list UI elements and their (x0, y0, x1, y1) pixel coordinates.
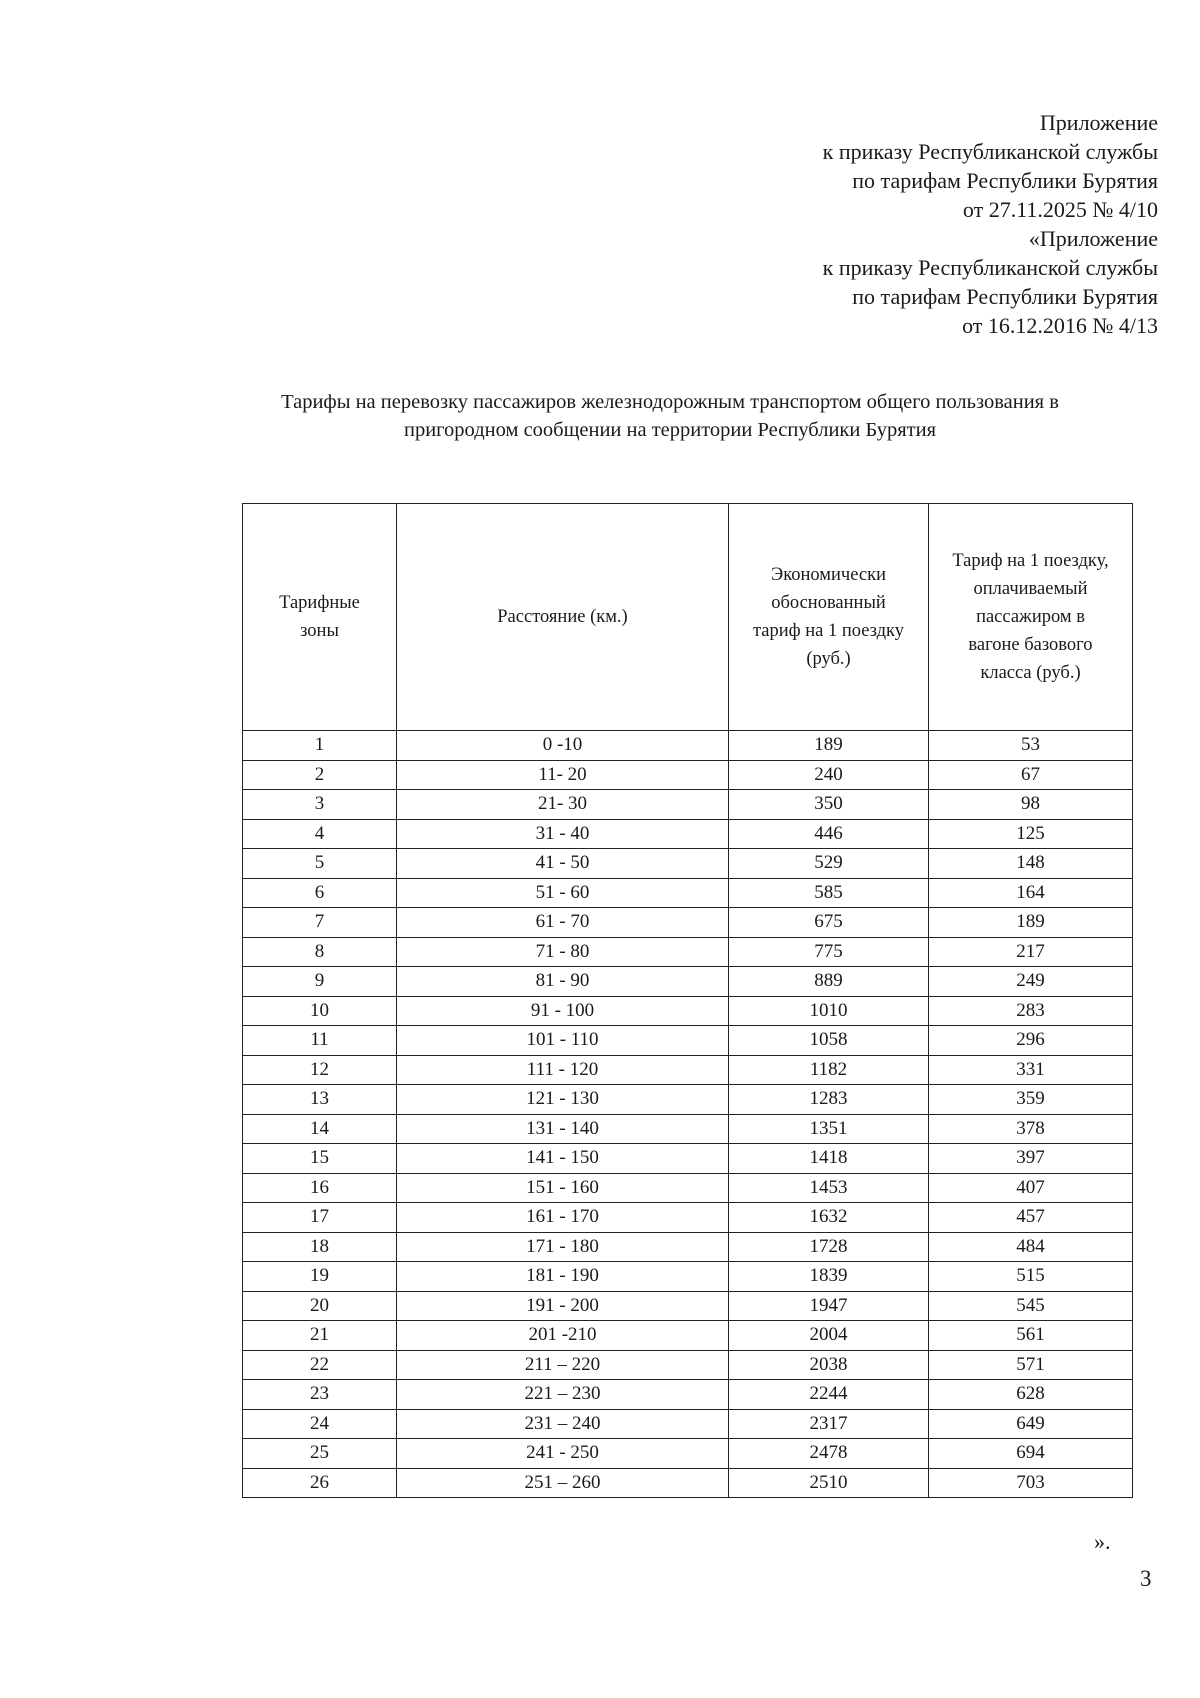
cell-economic: 1453 (729, 1173, 929, 1203)
cell-fare: 359 (929, 1085, 1133, 1115)
cell-fare: 98 (929, 790, 1133, 820)
header-line: от 27.11.2025 № 4/10 (962, 197, 1158, 222)
cell-distance: 0 -10 (397, 731, 729, 761)
table-row (243, 731, 1133, 761)
cell-fare: 296 (929, 1026, 1133, 1056)
cell-zone: 9 (243, 967, 397, 997)
cell-zone: 21 (243, 1321, 397, 1351)
title-line-1: Тарифы на перевозку пассажиров железнодорожным транспортом общего пользования в (281, 391, 1059, 413)
cell-zone: 10 (243, 996, 397, 1026)
cell-fare: 571 (929, 1350, 1133, 1380)
cell-fare: 283 (929, 996, 1133, 1026)
cell-distance: 201 -210 (397, 1321, 729, 1351)
cell-fare: 561 (929, 1321, 1133, 1351)
cell-distance: 121 - 130 (397, 1085, 729, 1115)
cell-economic: 1947 (729, 1291, 929, 1321)
cell-distance: 81 - 90 (397, 967, 729, 997)
cell-zone: 26 (243, 1468, 397, 1498)
header-economic-tariff: Экономически обоснованный тариф на 1 поездку (руб.) (729, 504, 929, 731)
table-row (243, 1291, 1133, 1321)
header-line: Приложение (1039, 110, 1158, 135)
table-row (243, 1409, 1133, 1439)
cell-distance: 51 - 60 (397, 878, 729, 908)
tariff-table (242, 503, 1133, 1498)
cell-distance: 211 – 220 (397, 1350, 729, 1380)
cell-economic: 1632 (729, 1203, 929, 1233)
cell-zone: 5 (243, 849, 397, 879)
cell-zone: 19 (243, 1262, 397, 1292)
cell-fare: 249 (929, 967, 1133, 997)
header-line: по тарифам Республики Бурятия (852, 168, 1158, 193)
table-body (243, 731, 1133, 1498)
cell-distance: 21- 30 (397, 790, 729, 820)
cell-economic: 1351 (729, 1114, 929, 1144)
cell-distance: 131 - 140 (397, 1114, 729, 1144)
page-number: 3 (1140, 1566, 1152, 1591)
cell-fare: 515 (929, 1262, 1133, 1292)
cell-economic: 240 (729, 760, 929, 790)
cell-distance: 241 - 250 (397, 1439, 729, 1469)
cell-economic: 1728 (729, 1232, 929, 1262)
table-row (243, 937, 1133, 967)
cell-zone: 7 (243, 908, 397, 938)
cell-fare: 125 (929, 819, 1133, 849)
cell-fare: 397 (929, 1144, 1133, 1174)
table-row (243, 790, 1133, 820)
cell-zone: 24 (243, 1409, 397, 1439)
cell-distance: 71 - 80 (397, 937, 729, 967)
cell-zone: 16 (243, 1173, 397, 1203)
cell-distance: 31 - 40 (397, 819, 729, 849)
cell-distance: 61 - 70 (397, 908, 729, 938)
cell-zone: 11 (243, 1026, 397, 1056)
cell-zone: 23 (243, 1380, 397, 1410)
cell-fare: 694 (929, 1439, 1133, 1469)
cell-distance: 171 - 180 (397, 1232, 729, 1262)
table-row (243, 1380, 1133, 1410)
table-row (243, 1055, 1133, 1085)
cell-zone: 14 (243, 1114, 397, 1144)
cell-economic: 1010 (729, 996, 929, 1026)
table-row (243, 1262, 1133, 1292)
table-row (243, 908, 1133, 938)
cell-fare: 545 (929, 1291, 1133, 1321)
table-row (243, 1144, 1133, 1174)
cell-zone: 4 (243, 819, 397, 849)
cell-zone: 20 (243, 1291, 397, 1321)
cell-distance: 181 - 190 (397, 1262, 729, 1292)
table-row (243, 996, 1133, 1026)
cell-distance: 141 - 150 (397, 1144, 729, 1174)
table-row (243, 1085, 1133, 1115)
cell-fare: 703 (929, 1468, 1133, 1498)
cell-economic: 585 (729, 878, 929, 908)
table-row (243, 1321, 1133, 1351)
header-line: «Приложение (1028, 226, 1158, 251)
cell-zone: 15 (243, 1144, 397, 1174)
cell-economic: 2038 (729, 1350, 929, 1380)
cell-fare: 407 (929, 1173, 1133, 1203)
table-row (243, 1350, 1133, 1380)
cell-economic: 1283 (729, 1085, 929, 1115)
table-row (243, 1173, 1133, 1203)
cell-economic: 775 (729, 937, 929, 967)
cell-economic: 2510 (729, 1468, 929, 1498)
cell-economic: 446 (729, 819, 929, 849)
cell-fare: 378 (929, 1114, 1133, 1144)
cell-fare: 217 (929, 937, 1133, 967)
cell-distance: 251 – 260 (397, 1468, 729, 1498)
table-row (243, 849, 1133, 879)
title-line-2: пригородном сообщении на территории Республики Бурятия (403, 419, 937, 441)
cell-zone: 22 (243, 1350, 397, 1380)
appendix-header (598, 108, 1158, 340)
header-zone: Тарифные зоны (243, 504, 397, 731)
cell-distance: 191 - 200 (397, 1291, 729, 1321)
table-row (243, 1439, 1133, 1469)
cell-economic: 1418 (729, 1144, 929, 1174)
table-header-row (243, 504, 1133, 731)
cell-zone: 17 (243, 1203, 397, 1233)
closing-quote: ». (1094, 1529, 1111, 1554)
cell-fare: 164 (929, 878, 1133, 908)
cell-zone: 1 (243, 731, 397, 761)
cell-distance: 41 - 50 (397, 849, 729, 879)
cell-fare: 53 (929, 731, 1133, 761)
cell-economic: 1182 (729, 1055, 929, 1085)
cell-distance: 221 – 230 (397, 1380, 729, 1410)
cell-zone: 13 (243, 1085, 397, 1115)
cell-distance: 11- 20 (397, 760, 729, 790)
cell-distance: 111 - 120 (397, 1055, 729, 1085)
table-row (243, 819, 1133, 849)
table-row (243, 1114, 1133, 1144)
cell-fare: 189 (929, 908, 1133, 938)
cell-economic: 889 (729, 967, 929, 997)
cell-distance: 151 - 160 (397, 1173, 729, 1203)
table-row (243, 1232, 1133, 1262)
cell-fare: 148 (929, 849, 1133, 879)
cell-economic: 2317 (729, 1409, 929, 1439)
cell-zone: 8 (243, 937, 397, 967)
document-title (150, 388, 1190, 444)
cell-zone: 6 (243, 878, 397, 908)
cell-zone: 12 (243, 1055, 397, 1085)
table-row (243, 760, 1133, 790)
header-line: от 16.12.2016 № 4/13 (962, 313, 1158, 338)
cell-economic: 189 (729, 731, 929, 761)
cell-economic: 2478 (729, 1439, 929, 1469)
cell-fare: 457 (929, 1203, 1133, 1233)
header-passenger-fare: Тариф на 1 поездку, оплачиваемый пассажиром в вагоне базового класса (руб.) (929, 504, 1133, 731)
cell-zone: 3 (243, 790, 397, 820)
table-row (243, 878, 1133, 908)
header-distance: Расстояние (км.) (397, 504, 729, 731)
cell-economic: 350 (729, 790, 929, 820)
table-row (243, 967, 1133, 997)
cell-economic: 2244 (729, 1380, 929, 1410)
cell-economic: 1839 (729, 1262, 929, 1292)
cell-economic: 1058 (729, 1026, 929, 1056)
cell-distance: 231 – 240 (397, 1409, 729, 1439)
cell-zone: 18 (243, 1232, 397, 1262)
cell-distance: 161 - 170 (397, 1203, 729, 1233)
cell-distance: 101 - 110 (397, 1026, 729, 1056)
cell-fare: 628 (929, 1380, 1133, 1410)
header-line: к приказу Республиканской службы (822, 255, 1158, 280)
cell-distance: 91 - 100 (397, 996, 729, 1026)
table-row (243, 1203, 1133, 1233)
cell-fare: 331 (929, 1055, 1133, 1085)
table-row (243, 1468, 1133, 1498)
cell-economic: 675 (729, 908, 929, 938)
table-row (243, 1026, 1133, 1056)
header-line: по тарифам Республики Бурятия (852, 284, 1158, 309)
cell-fare: 484 (929, 1232, 1133, 1262)
cell-economic: 529 (729, 849, 929, 879)
cell-fare: 649 (929, 1409, 1133, 1439)
cell-fare: 67 (929, 760, 1133, 790)
header-line: к приказу Республиканской службы (822, 139, 1158, 164)
cell-economic: 2004 (729, 1321, 929, 1351)
cell-zone: 25 (243, 1439, 397, 1469)
cell-zone: 2 (243, 760, 397, 790)
